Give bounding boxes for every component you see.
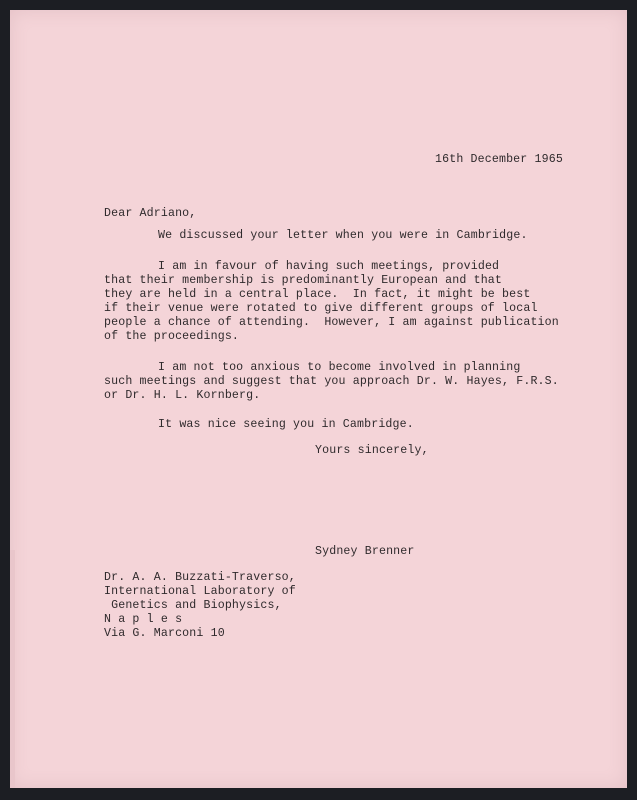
address-line-4: N a p l e s (104, 613, 183, 626)
paragraph-4-line-1: It was nice seeing you in Cambridge. (158, 418, 414, 431)
paragraph-2-line-6: of the proceedings. (104, 330, 240, 343)
salutation: Dear Adriano, (104, 207, 197, 220)
paragraph-2-line-5: people a chance of attending. However, I am against publication (104, 316, 559, 329)
address-line-5: Via G. Marconi 10 (104, 627, 225, 640)
paragraph-3-line-1: I am not too anxious to become involved in planning (158, 361, 521, 374)
signature-name: Sydney Brenner (315, 545, 415, 558)
paragraph-2-line-4: if their venue were rotated to give different groups of local (104, 302, 538, 315)
letter-date: 16th December 1965 (435, 153, 563, 166)
address-line-1: Dr. A. A. Buzzati-Traverso, (104, 571, 296, 584)
address-line-2: International Laboratory of (104, 585, 296, 598)
paragraph-1-line-1: We discussed your letter when you were in Cambridge. (158, 229, 528, 242)
paper-edge (10, 550, 15, 788)
paragraph-3-line-3: or Dr. H. L. Kornberg. (104, 389, 261, 402)
closing: Yours sincerely, (315, 444, 429, 457)
paragraph-2-line-1: I am in favour of having such meetings, provided (158, 260, 500, 273)
paragraph-3-line-2: such meetings and suggest that you approach Dr. W. Hayes, F.R.S. (104, 375, 559, 388)
address-line-3: Genetics and Biophysics, (104, 599, 282, 612)
paragraph-2-line-2: that their membership is predominantly European and that (104, 274, 503, 287)
paragraph-2-line-3: they are held in a central place. In fact, it might be best (104, 288, 531, 301)
letter-page (10, 10, 627, 788)
